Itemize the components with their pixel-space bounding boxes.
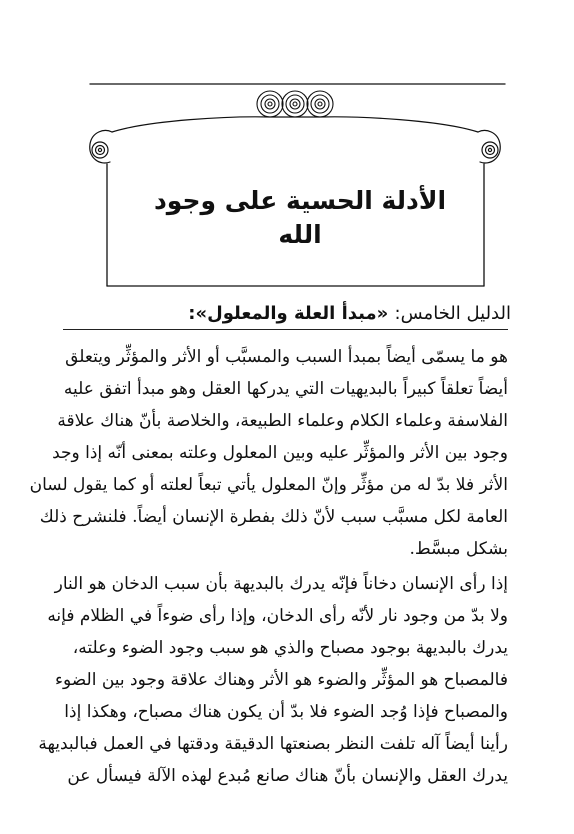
text-line: والمصباح فإذا وُجد الضوء فلا بدّ أن يكون هناك مصباح، وهكذا إذا: [64, 702, 508, 722]
text-line: فالمصباح هو المؤثِّر والضوء هو الأثر وهناك علاقة وجود بين الضوء: [55, 670, 508, 690]
text-line: رأينا أيضاً آله تلفت النظر بصنعتها الدقيقة ودقتها في العمل فبالبديهة: [38, 734, 508, 754]
section-heading-lead: الدليل الخامس:: [394, 303, 511, 324]
paragraph: [29, 341, 508, 565]
section-heading: [188, 301, 511, 327]
text-line: الأثر فلا بدّ له من مؤثِّر وإنّ المعلول يأتي تبعاً لعلته أو كما يقول لسان: [29, 475, 508, 495]
text-line: يدرك بالبديهة بوجود مصباح والذي هو سبب وجود الضوء وعلته،: [72, 638, 508, 658]
text-line: يدرك العقل والإنسان بأنّ هناك صانع مُبدع لهذه الآلة فيسأل عن: [67, 766, 508, 786]
ornamental-title-frame: [0, 0, 574, 300]
text-line: بشكل مبسَّط.: [409, 539, 508, 559]
text-line: العامة لكل مسبَّب سبب لأنّ ذلك بفطرة الإنسان أيضاً. فلنشرح ذلك: [39, 507, 508, 527]
paragraph: [38, 568, 508, 792]
left-corner-scroll-ornament: [90, 131, 112, 164]
chapter-title: الأدلة الحسية على وجود الله: [153, 186, 447, 249]
section-heading-quote: «مبدأ العلة والمعلول»:: [188, 303, 389, 324]
text-line: أيضاً تعلقاً كبيراً بالبديهيات التي يدركها العقل وهو مبدأ اتفق عليه: [63, 379, 508, 399]
text-line: ولا بدّ من وجود نار لأنّه رأى الدخان، وإذا رأى ضوءاً في الظلام فإنه: [47, 606, 508, 626]
right-corner-scroll-ornament: [478, 131, 500, 164]
text-line: الفلاسفة وعلماء الكلام وعلماء الطبيعة، والخلاصة بأنّ هناك علاقة: [57, 411, 508, 431]
heading-underline: [63, 329, 508, 330]
text-line: هو ما يسمّى أيضاً بمبدأ السبب والمسبَّب أو الأثر والمؤثِّر ويتعلق: [65, 347, 508, 367]
center-scroll-ornament: [257, 91, 333, 117]
text-line: وجود بين الأثر والمؤثِّر عليه وبين المعلول وعلته بمعنى أنّه إذا وجد: [52, 443, 508, 463]
text-line: إذا رأى الإنسان دخاناً فإنّه يدرك بالبديهة بأن سبب الدخان هو النار: [54, 574, 508, 594]
